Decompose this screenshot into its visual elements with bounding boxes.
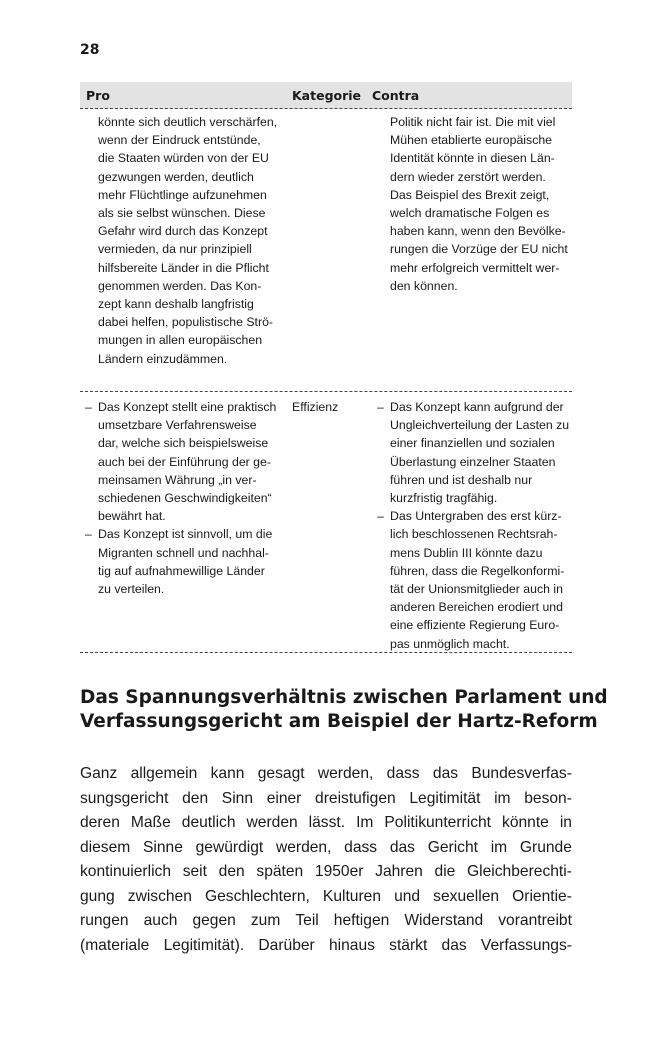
- cell-line: dabei helfen, populistische Strö-: [98, 315, 273, 330]
- bullet-line: führen und ist deshalb nur: [390, 472, 533, 487]
- cell-line: dern wieder zerstört werden.: [390, 169, 546, 184]
- cell-line: genommen werden. Das Kon-: [98, 278, 262, 293]
- cell-line: gezwungen werden, deutlich: [98, 169, 254, 184]
- heading-line: Das Spannungsverhältnis zwischen Parlament und: [80, 687, 608, 708]
- bullet-line: zu verteilen.: [98, 582, 165, 597]
- header-pro: Pro: [86, 88, 110, 103]
- cell-line: vermieden, da nur prinzipiell: [98, 242, 252, 257]
- cell-line: als sie selbst wünschen. Diese: [98, 206, 266, 221]
- bullet-line: Das Konzept ist sinnvoll, um die: [98, 527, 273, 542]
- bullet-line: kurzfristig tragfähig.: [390, 491, 498, 506]
- pro-contra-table: [80, 82, 572, 653]
- cell-line: Mühen etablierte europäische: [390, 133, 553, 148]
- cell-line: Ländern einzudämmen.: [98, 351, 228, 366]
- bullet-line: auch bei der Einführung der ge-: [98, 454, 271, 469]
- row1-contra-cell: [372, 113, 568, 295]
- table-header: [80, 82, 572, 109]
- bullet-item: [80, 398, 286, 525]
- cell-line: wenn der Eindruck entstünde,: [98, 133, 261, 148]
- cell-line: haben kann, wenn den Bevölke-: [390, 224, 566, 239]
- bullet-line: Das Untergraben des erst kürz-: [390, 509, 562, 524]
- bullet-item: [372, 398, 568, 507]
- bullet-item: [80, 525, 286, 598]
- body-line: diesem Sinne gewürdigt werden, dass das Gericht im Grunde: [80, 838, 572, 856]
- dash-bullet-marker: –: [377, 400, 384, 414]
- bullet-line: umsetzbare Verfahrensweise: [98, 418, 257, 433]
- cell-line: zept kann deshalb langfristig: [98, 297, 254, 312]
- cell-line: hilfsbereite Länder in die Pflicht: [98, 260, 269, 275]
- body-line: gung zwischen Geschlechtern, Kulturen und sexuellen Orientie-: [80, 887, 572, 905]
- row2-pro-cell: [80, 398, 286, 598]
- body-line: kontinuierlich seit den späten 1950er Jahren die Gleichberechti-: [80, 863, 572, 880]
- bullet-line: führen, dass die Regelkonformi-: [390, 563, 565, 578]
- row1-pro-cell: [80, 113, 286, 368]
- header-contra: Contra: [372, 88, 420, 103]
- dash-bullet-marker: –: [85, 400, 92, 414]
- cell-line: könnte sich deutlich verschärfen,: [98, 115, 278, 129]
- bullet-line: dar, welche sich beispielsweise: [98, 436, 269, 451]
- cell-line: die Staaten würden von der EU: [98, 151, 269, 166]
- bullet-line: bewährt hat.: [98, 509, 166, 524]
- bullet-item: [372, 507, 568, 653]
- bullet-line: Das Konzept stellt eine praktisch: [98, 400, 277, 414]
- bullet-line: anderen Bereichen erodiert und: [390, 600, 563, 615]
- body-line: Ganz allgemein kann gesagt werden, dass das Bundesverfas-: [80, 765, 572, 782]
- cell-line: Politik nicht fair ist. Die mit viel: [390, 115, 556, 129]
- bullet-line: Migranten schnell und nachhal-: [98, 545, 269, 560]
- cell-line: Das Beispiel des Brexit zeigt,: [390, 187, 550, 202]
- body-line: sungsgericht den Sinn einer dreistufigen Legitimität im beson-: [80, 789, 572, 807]
- table-row: [80, 109, 572, 392]
- cell-line: mungen in allen europäischen: [98, 333, 263, 348]
- cell-line: mehr erfolgreich vermittelt wer-: [390, 260, 560, 275]
- dash-bullet-marker: –: [377, 509, 384, 524]
- bullet-line: lich beschlossenen Rechtsrah-: [390, 527, 558, 542]
- bullet-line: einer finanziellen und sozialen: [390, 436, 555, 451]
- cell-line: mehr Flüchtlinge aufzunehmen: [98, 187, 267, 202]
- bullet-line: pas unmöglich macht.: [390, 636, 510, 651]
- bullet-line: tig auf aufnahmewillige Länder: [98, 563, 265, 578]
- table-row: [80, 392, 572, 653]
- cell-line: Gefahr wird durch das Konzept: [98, 224, 268, 239]
- row2-kategorie-cell: Effizienz: [292, 400, 339, 414]
- body-line: deren Maße deutlich werden lässt. Im Politikunterricht könnte in: [80, 814, 572, 831]
- bullet-line: meinsamen Währung „in ver-: [98, 472, 257, 487]
- bullet-line: schiedenen Geschwindigkeiten“: [98, 491, 272, 506]
- dash-bullet-marker: –: [85, 527, 92, 542]
- row2-contra-cell: [372, 398, 568, 653]
- bullet-line: Ungleichverteilung der Lasten zu: [390, 418, 570, 433]
- bullet-line: mens Dublin III könnte dazu: [390, 545, 543, 560]
- bullet-line: eine effiziente Regierung Euro-: [390, 618, 560, 633]
- cell-line: den können.: [390, 278, 458, 293]
- body-line: rungen auch gegen zum Teil heftigen Widerstand vorantreibt: [80, 912, 572, 929]
- heading-line: Verfassungsgericht am Beispiel der Hartz-Reform: [80, 711, 598, 732]
- header-kategorie: Kategorie: [292, 88, 362, 103]
- cell-line: Identität könnte in diesen Län-: [390, 151, 555, 166]
- body-line: (materiale Legitimität). Darüber hinaus stärkt das Verfassungs-: [80, 936, 572, 954]
- cell-line: rungen die Vorzüge der EU nicht: [390, 242, 568, 257]
- bullet-line: Das Konzept kann aufgrund der: [390, 400, 564, 414]
- bullet-line: tät der Unionsmitglieder auch in: [390, 582, 563, 597]
- body-paragraph: [80, 762, 572, 958]
- page-number: 28: [80, 42, 100, 58]
- cell-line: welch dramatische Folgen es: [390, 206, 550, 221]
- bullet-line: Überlastung einzelner Staaten: [390, 454, 556, 469]
- section-heading: [80, 686, 608, 734]
